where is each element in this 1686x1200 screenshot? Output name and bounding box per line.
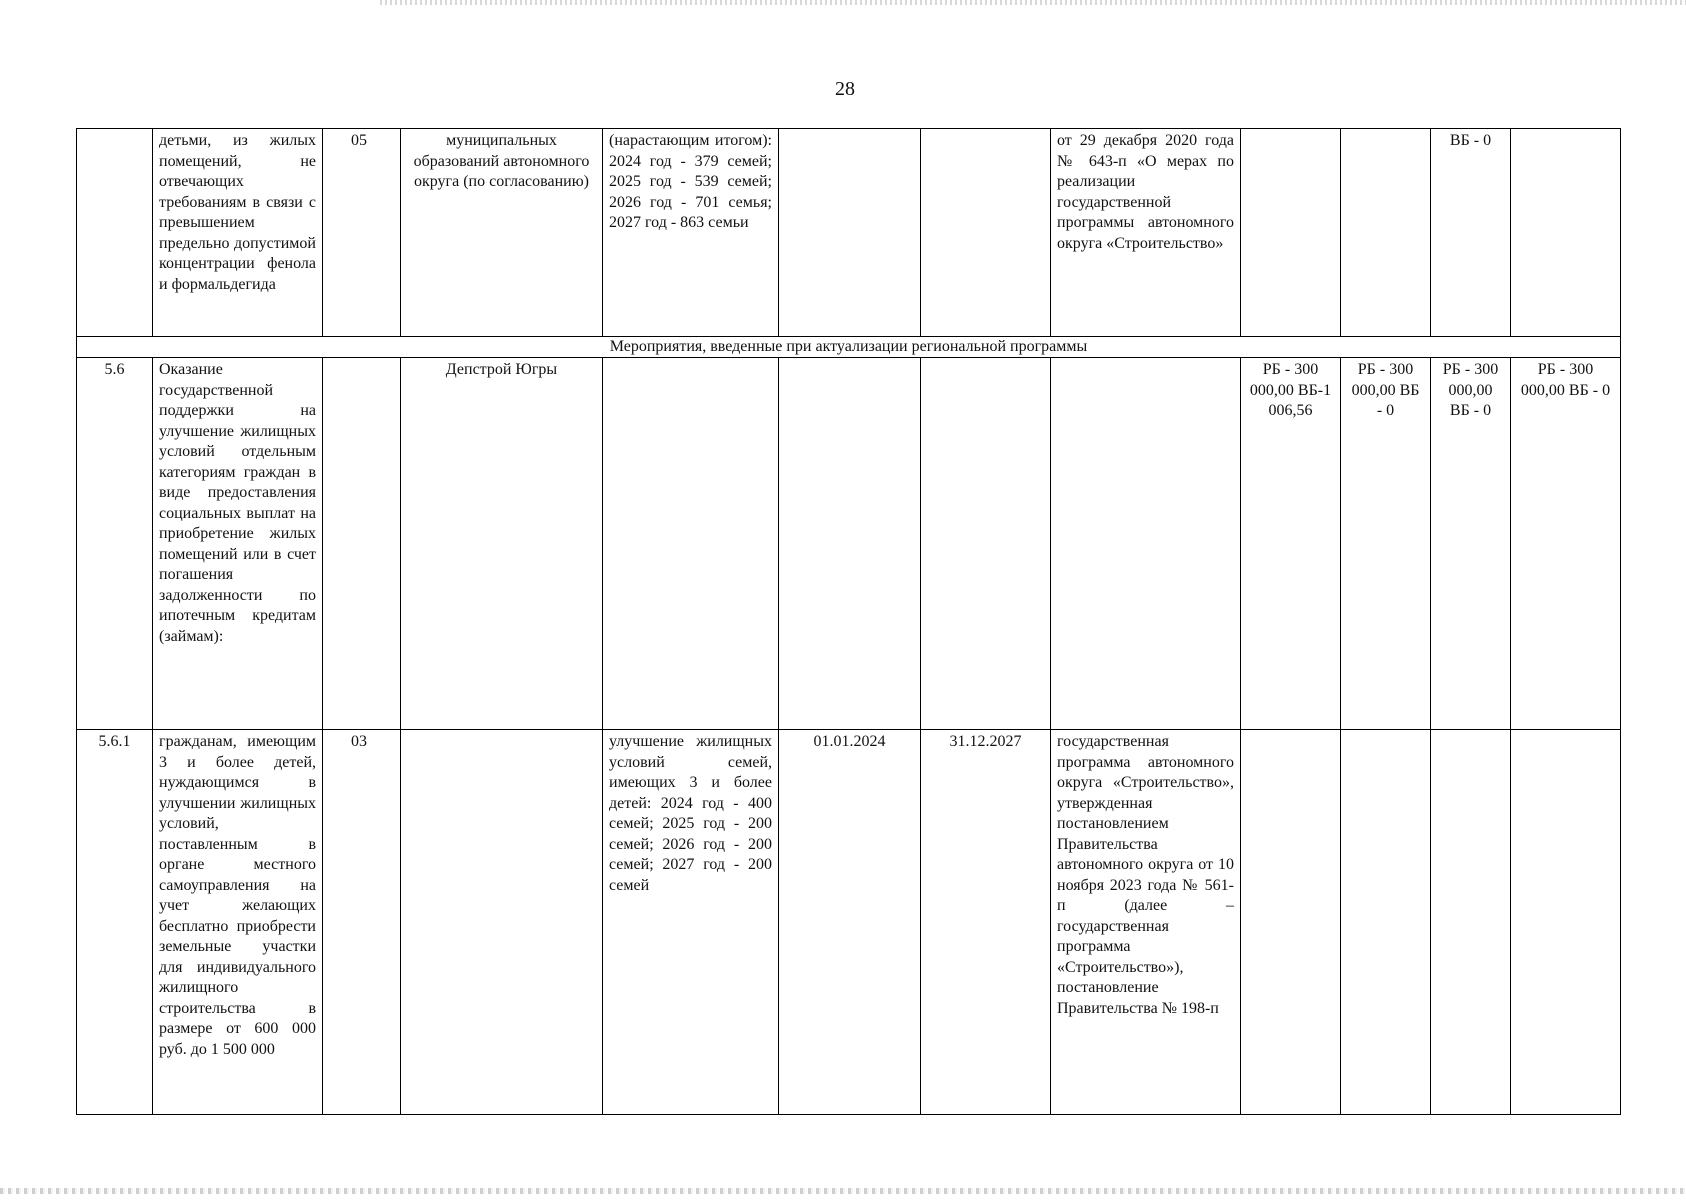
row-number: 5.6.1: [77, 730, 153, 1115]
funding-2025: [1341, 730, 1431, 1115]
funding-2025: [1341, 129, 1431, 337]
executor: муниципальных образований автономного округа (по согласованию): [401, 129, 603, 337]
activity-name: Оказание государственной поддержки на улучшение жилищных условий отдельным категориям граждан в виде предоставления социальных выплат на приобретение жилых помещений или в счет погашения задолженности по ипотечным кредитам (займам):: [153, 358, 323, 730]
funding-2026: ВБ - 0: [1431, 129, 1511, 337]
expected-result: улучшение жилищных условий семей, имеющих 3 и более детей: 2024 год - 400 семей; 2025 год - 200 семей; 2026 год - 200 семей; 2027 год - 200 семей: [603, 730, 779, 1115]
scan-noise-bottom: [0, 1188, 1686, 1194]
end-date: [921, 358, 1051, 730]
funding-2025: РБ - 300 000,00 ВБ - 0: [1341, 358, 1431, 730]
funding-2024: [1241, 730, 1341, 1115]
executor: [401, 730, 603, 1115]
start-date: [779, 129, 921, 337]
table-row: [77, 730, 1621, 1115]
legal-basis: государственная программа автономного округа «Строительство», утвержденная постановлением Правительства автономного округа от 10 ноября 2023 года № 561-п (далее – государственная программа «Строительство»), постановление Правительства № 198-п: [1051, 730, 1241, 1115]
funding-2027: [1511, 730, 1621, 1115]
row-number: [77, 129, 153, 337]
funding-2027: [1511, 129, 1621, 337]
page-number: 28: [835, 78, 855, 100]
end-date: 31.12.2027: [921, 730, 1051, 1115]
section-heading: Мероприятия, введенные при актуализации региональной программы: [77, 337, 1621, 358]
expected-result: [603, 358, 779, 730]
expected-result: (нарастающим итогом): 2024 год - 379 семей; 2025 год - 539 семей; 2026 год - 701 семья; 2027 год - 863 семьи: [603, 129, 779, 337]
start-date: 01.01.2024: [779, 730, 921, 1115]
table-row: [77, 129, 1621, 337]
end-date: [921, 129, 1051, 337]
section-heading-row: [77, 337, 1621, 358]
activity-name: детьми, из жилых помещений, не отвечающих требованиям в связи с превышением предельно допустимой концентрации фенола и формальдегида: [153, 129, 323, 337]
row-number: 5.6: [77, 358, 153, 730]
funding-2027: РБ - 300 000,00 ВБ - 0: [1511, 358, 1621, 730]
funding-2026: РБ - 300 000,00 ВБ - 0: [1431, 358, 1511, 730]
activity-code: 03: [323, 730, 401, 1115]
start-date: [779, 358, 921, 730]
funding-2024: РБ - 300 000,00 ВБ-1 006,56: [1241, 358, 1341, 730]
program-activities-table: [76, 128, 1621, 1115]
legal-basis: от 29 декабря 2020 года № 643-п «О мерах по реализации государственной программы автономного округа «Строительство»: [1051, 129, 1241, 337]
funding-2026: [1431, 730, 1511, 1115]
funding-2024: [1241, 129, 1341, 337]
activity-code: [323, 358, 401, 730]
legal-basis: [1051, 358, 1241, 730]
table-row: [77, 358, 1621, 730]
executor: Депстрой Югры: [401, 358, 603, 730]
activity-code: 05: [323, 129, 401, 337]
activity-name: гражданам, имеющим 3 и более детей, нуждающимся в улучшении жилищных условий, поставленным в органе местного самоуправления на учет желающих бесплатно приобрести земельные участки для индивидуального жилищного строительства в размере от 600 000 руб. до 1 500 000: [153, 730, 323, 1115]
scan-noise-top: [380, 0, 1686, 5]
